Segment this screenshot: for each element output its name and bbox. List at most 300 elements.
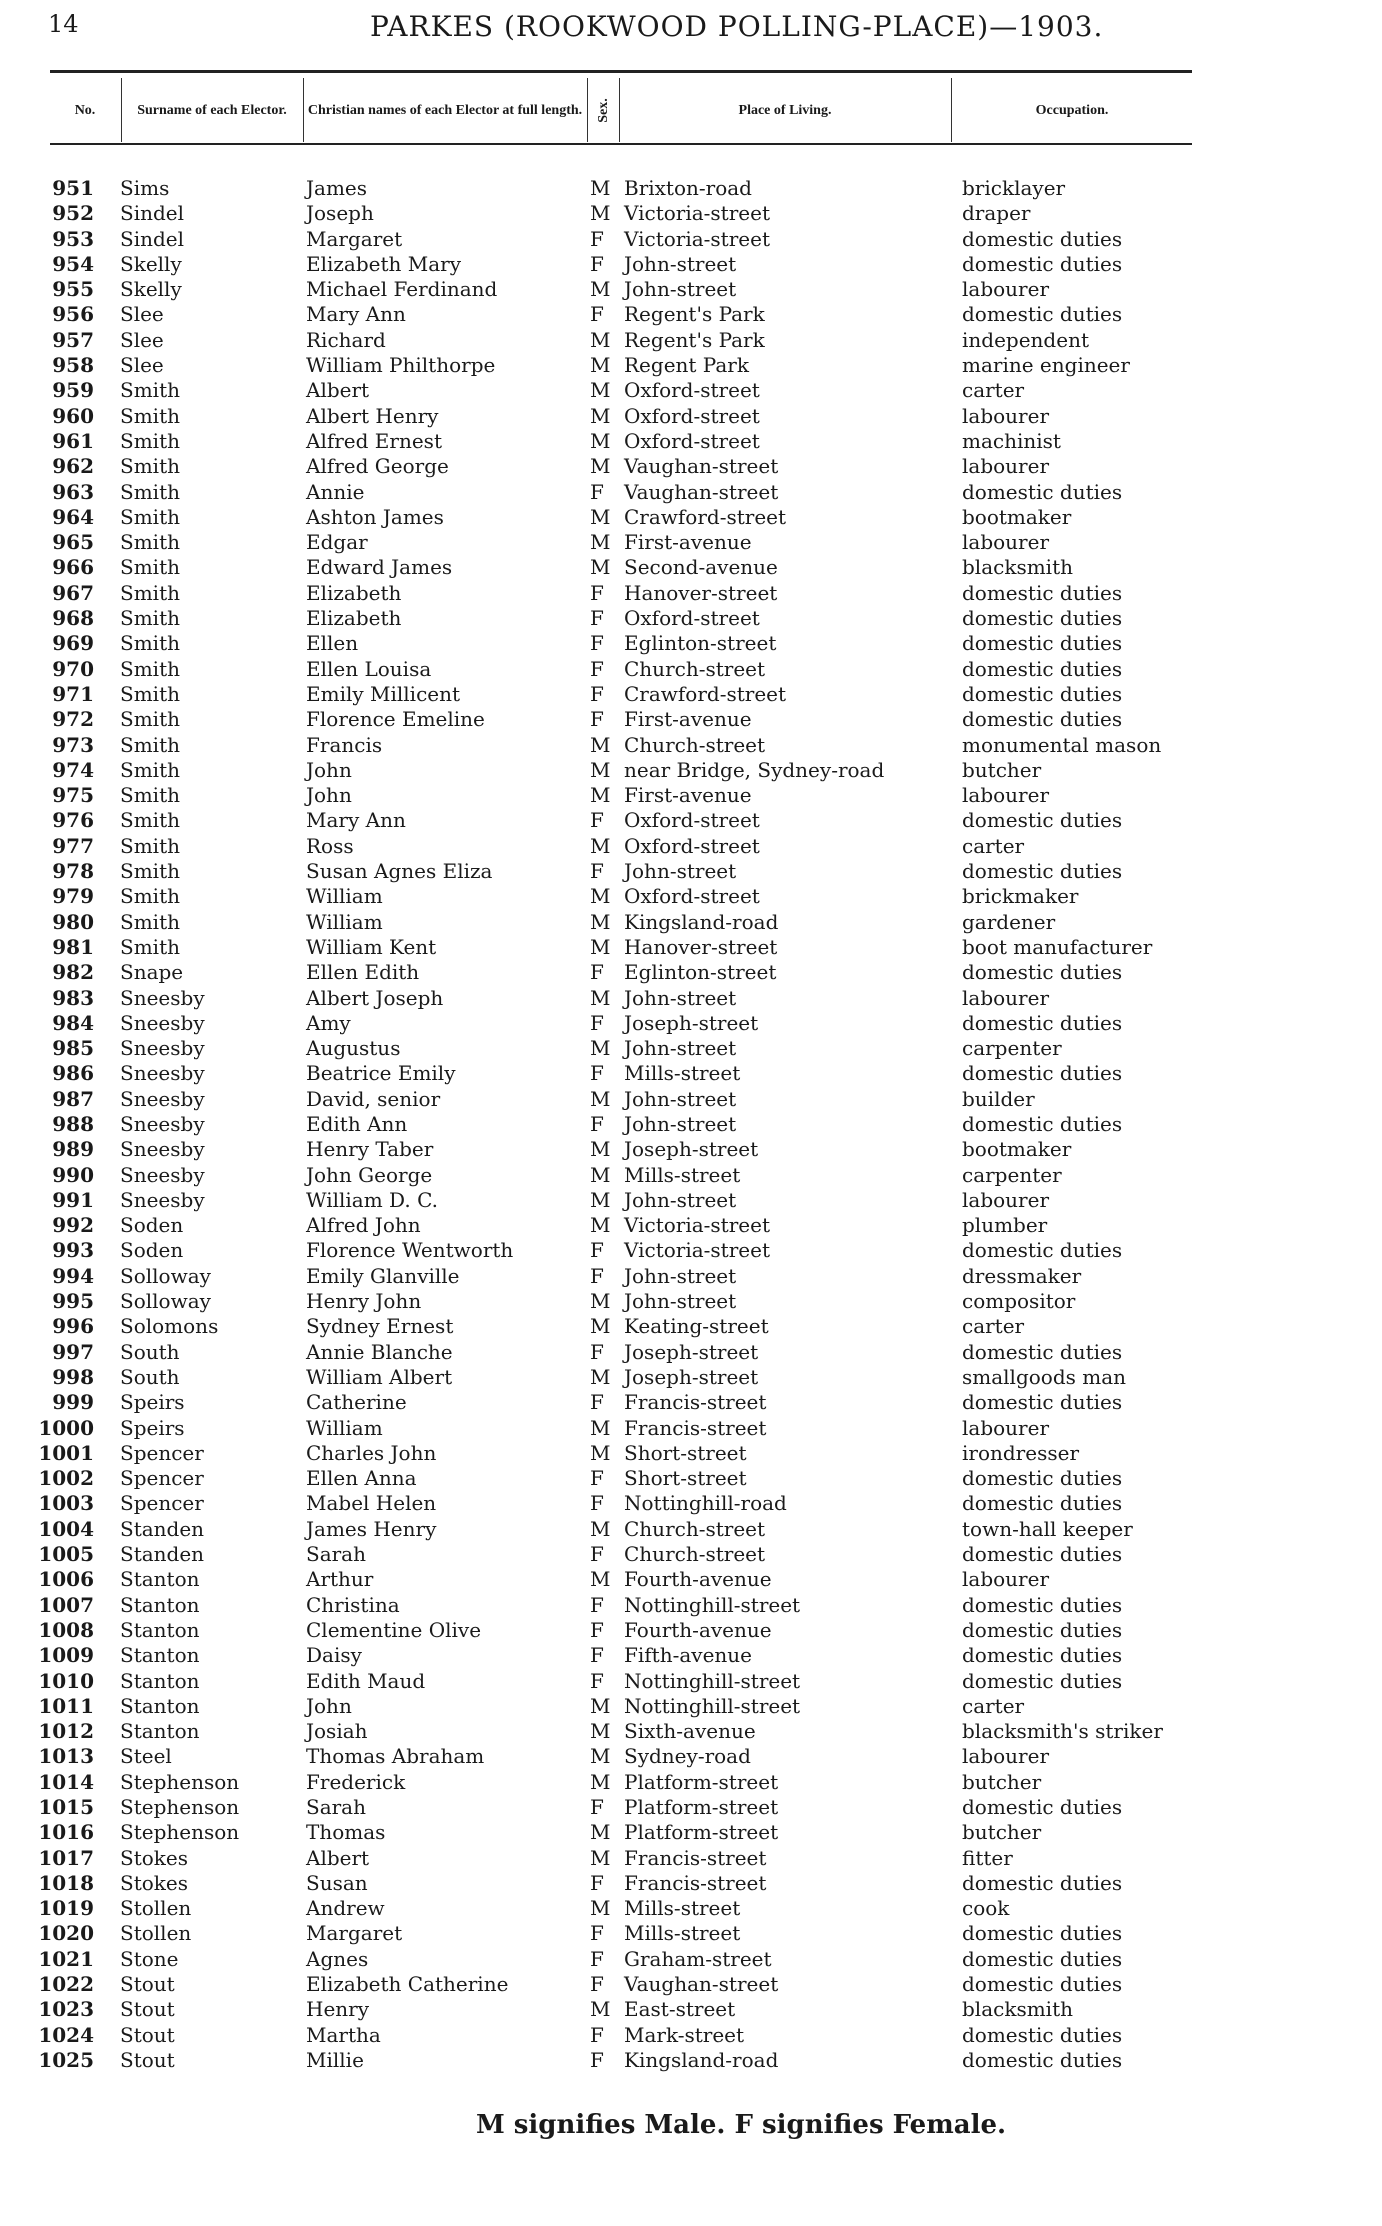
elector-christian-names: Ellen (306, 631, 359, 656)
elector-sex: F (590, 1238, 604, 1263)
elector-christian-names: Ellen Anna (306, 1466, 417, 1491)
elector-sex: F (590, 580, 604, 605)
table-row (0, 302, 1382, 327)
elector-christian-names: Andrew (306, 1896, 385, 1921)
elector-sex: F (590, 656, 604, 681)
elector-sex: M (590, 1693, 611, 1718)
elector-christian-names: William (306, 909, 383, 934)
elector-number: 977 (52, 833, 94, 858)
table-row (0, 1238, 1382, 1263)
table-row (0, 1921, 1382, 1946)
table-row (0, 884, 1382, 909)
elector-christian-names: John (306, 757, 352, 782)
elector-occupation: labourer (962, 454, 1050, 479)
elector-place: Oxford-street (624, 606, 760, 631)
elector-occupation: carter (962, 1314, 1025, 1339)
elector-occupation: labourer (962, 403, 1050, 428)
table-row (0, 606, 1382, 631)
elector-place: Victoria-street (624, 226, 770, 251)
elector-christian-names: Alfred Ernest (306, 428, 442, 453)
elector-occupation: domestic duties (962, 1390, 1123, 1415)
elector-sex: F (590, 1339, 604, 1364)
elector-number: 1005 (38, 1542, 94, 1567)
table-row (0, 758, 1382, 783)
elector-place: Short-street (624, 1466, 747, 1491)
elector-place: Joseph-street (624, 1364, 759, 1389)
elector-occupation: labourer (962, 277, 1050, 302)
elector-surname: Smith (120, 606, 180, 631)
elector-sex: F (590, 960, 604, 985)
header-place (620, 78, 950, 142)
table-row (0, 1820, 1382, 1845)
table-row (0, 1137, 1382, 1162)
elector-number: 976 (52, 808, 94, 833)
elector-number: 1016 (38, 1820, 94, 1845)
elector-sex: M (590, 884, 611, 909)
elector-surname: Solloway (120, 1263, 211, 1288)
elector-sex: M (590, 1845, 611, 1870)
elector-number: 961 (52, 428, 94, 453)
elector-occupation: bricklayer (962, 176, 1066, 200)
table-row (0, 1567, 1382, 1592)
elector-occupation: gardener (962, 909, 1056, 934)
elector-place: Hanover-street (624, 580, 778, 605)
elector-surname: Smith (120, 378, 180, 403)
elector-sex: F (590, 1542, 604, 1567)
elector-christian-names: Richard (306, 327, 386, 352)
elector-sex: M (590, 504, 611, 529)
elector-sex: M (590, 327, 611, 352)
elector-place: John-street (624, 277, 737, 302)
elector-surname: Stephenson (120, 1769, 240, 1794)
elector-surname: Smith (120, 783, 180, 808)
table-row (0, 1896, 1382, 1921)
elector-christian-names: William Albert (306, 1364, 453, 1389)
elector-occupation: bootmaker (962, 504, 1072, 529)
elector-christian-names: Augustus (306, 1036, 401, 1061)
elector-number: 995 (52, 1289, 94, 1314)
table-row (0, 1416, 1382, 1441)
elector-occupation: dressmaker (962, 1263, 1082, 1288)
elector-christian-names: Amy (306, 1010, 351, 1035)
elector-occupation: domestic duties (962, 1491, 1123, 1516)
elector-sex: F (590, 1921, 604, 1946)
elector-christian-names: Henry John (306, 1289, 422, 1314)
table-row (0, 1643, 1382, 1668)
elector-occupation: domestic duties (962, 302, 1123, 327)
table-row (0, 1694, 1382, 1719)
elector-sex: M (590, 176, 611, 200)
elector-place: Nottinghill-road (624, 1491, 787, 1516)
elector-place: Victoria-street (624, 201, 770, 226)
elector-sex: M (590, 530, 611, 555)
elector-number: 967 (52, 580, 94, 605)
elector-surname: Smith (120, 454, 180, 479)
elector-number: 968 (52, 606, 94, 631)
elector-christian-names: Alfred George (306, 454, 449, 479)
elector-occupation: domestic duties (962, 631, 1123, 656)
elector-number: 962 (52, 454, 94, 479)
elector-number: 1012 (38, 1719, 94, 1744)
elector-christian-names: Thomas (306, 1820, 386, 1845)
elector-place: Sixth-avenue (624, 1719, 756, 1744)
table-row (0, 1036, 1382, 1061)
elector-number: 990 (52, 1162, 94, 1187)
table-row (0, 1770, 1382, 1795)
elector-surname: Smith (120, 479, 180, 504)
elector-surname: Stout (120, 2047, 175, 2072)
elector-sex: F (590, 1972, 604, 1997)
elector-christian-names: Elizabeth (306, 606, 402, 631)
elector-christian-names: Elizabeth Catherine (306, 1972, 509, 1997)
elector-occupation: domestic duties (962, 1617, 1123, 1642)
elector-occupation: domestic duties (962, 707, 1123, 732)
elector-christian-names: William Kent (306, 934, 437, 959)
elector-number: 994 (52, 1263, 94, 1288)
elector-place: Francis-street (624, 1390, 767, 1415)
elector-surname: Sneesby (120, 1086, 205, 1111)
elector-number: 973 (52, 732, 94, 757)
elector-place: First-avenue (624, 530, 752, 555)
table-row (0, 859, 1382, 884)
table-row (0, 1011, 1382, 1036)
elector-christian-names: Albert (306, 1845, 370, 1870)
elector-number: 1000 (38, 1415, 94, 1440)
elector-place: Francis-street (624, 1870, 767, 1895)
elector-occupation: domestic duties (962, 681, 1123, 706)
elector-christian-names: Alfred John (306, 1213, 421, 1238)
elector-surname: Sneesby (120, 1111, 205, 1136)
elector-surname: Sneesby (120, 1187, 205, 1212)
elector-christian-names: Emily Millicent (306, 681, 461, 706)
elector-surname: Smith (120, 555, 180, 580)
table-row (0, 1213, 1382, 1238)
elector-surname: Sindel (120, 201, 185, 226)
elector-christian-names: Margaret (306, 1921, 403, 1946)
footer-legend: M signifies Male. F signifies Female. (475, 2110, 1007, 2140)
elector-number: 966 (52, 555, 94, 580)
elector-occupation: butcher (962, 1820, 1042, 1845)
table-row (0, 1441, 1382, 1466)
elector-christian-names: Margaret (306, 226, 403, 251)
elector-christian-names: Elizabeth Mary (306, 251, 462, 276)
elector-surname: Solomons (120, 1314, 219, 1339)
elector-occupation: domestic duties (962, 580, 1123, 605)
elector-sex: M (590, 353, 611, 378)
elector-place: Francis-street (624, 1845, 767, 1870)
elector-number: 978 (52, 859, 94, 884)
elector-place: Keating-street (624, 1314, 769, 1339)
elector-sex: F (590, 606, 604, 631)
header-rule (50, 143, 1192, 145)
elector-place: Mills-street (624, 1061, 741, 1086)
elector-number: 975 (52, 783, 94, 808)
table-row (0, 277, 1382, 302)
elector-christian-names: Sydney Ernest (306, 1314, 454, 1339)
elector-sex: M (590, 555, 611, 580)
elector-surname: Smith (120, 530, 180, 555)
elector-occupation: compositor (962, 1289, 1076, 1314)
elector-sex: M (590, 757, 611, 782)
elector-sex: M (590, 1213, 611, 1238)
elector-occupation: domestic duties (962, 1946, 1123, 1971)
elector-number: 955 (52, 277, 94, 302)
elector-place: Kingsland-road (624, 909, 779, 934)
elector-sex: F (590, 808, 604, 833)
elector-surname: Smith (120, 808, 180, 833)
elector-sex: F (590, 1061, 604, 1086)
elector-place: Short-street (624, 1440, 747, 1465)
elector-sex: F (590, 302, 604, 327)
elector-place: Mills-street (624, 1162, 741, 1187)
elector-sex: F (590, 1795, 604, 1819)
elector-christian-names: Martha (306, 2022, 381, 2047)
elector-place: Victoria-street (624, 1238, 770, 1263)
elector-number: 971 (52, 681, 94, 706)
table-row (0, 1517, 1382, 1542)
elector-surname: South (120, 1339, 180, 1364)
elector-christian-names: William (306, 884, 383, 909)
elector-surname: Stout (120, 1997, 175, 2022)
elector-christian-names: Clementine Olive (306, 1617, 482, 1642)
elector-place: Eglinton-street (624, 960, 777, 985)
elector-occupation: plumber (962, 1213, 1048, 1238)
elector-place: Francis-street (624, 1415, 767, 1440)
table-row (0, 657, 1382, 682)
elector-number: 958 (52, 353, 94, 378)
elector-christian-names: Arthur (306, 1567, 374, 1592)
elector-surname: Stanton (120, 1693, 200, 1718)
elector-place: Platform-street (624, 1820, 779, 1845)
elector-number: 984 (52, 1010, 94, 1035)
elector-occupation: independent (962, 327, 1089, 352)
elector-surname: Smith (120, 757, 180, 782)
elector-surname: Stollen (120, 1896, 192, 1921)
elector-christian-names: Annie (306, 479, 365, 504)
elector-number: 985 (52, 1036, 94, 1061)
elector-place: John-street (624, 1289, 737, 1314)
elector-surname: Sneesby (120, 1162, 205, 1187)
elector-sex: F (590, 2022, 604, 2047)
elector-place: near Bridge, Sydney-road (624, 757, 885, 782)
elector-sex: F (590, 1466, 604, 1491)
elector-christian-names: James (306, 176, 368, 200)
table-row (0, 530, 1382, 555)
elector-occupation: blacksmith (962, 555, 1073, 580)
table-row (0, 1744, 1382, 1769)
elector-occupation: fitter (962, 1845, 1013, 1870)
header-sex-label: Sex. (595, 97, 611, 123)
elector-surname: Soden (120, 1238, 184, 1263)
elector-surname: Stollen (120, 1921, 192, 1946)
elector-surname: Stephenson (120, 1795, 240, 1819)
elector-surname: Solloway (120, 1289, 211, 1314)
elector-number: 989 (52, 1137, 94, 1162)
header-place-label: Place of Living. (738, 102, 832, 118)
table-row (0, 1087, 1382, 1112)
elector-sex: M (590, 833, 611, 858)
elector-christian-names: Millie (306, 2047, 364, 2072)
elector-surname: Stanton (120, 1719, 200, 1744)
elector-occupation: domestic duties (962, 1061, 1123, 1086)
elector-christian-names: Daisy (306, 1643, 362, 1668)
elector-surname: Smith (120, 631, 180, 656)
table-row (0, 353, 1382, 378)
table-row (0, 1719, 1382, 1744)
table-row (0, 1795, 1382, 1820)
elector-place: Nottinghill-street (624, 1693, 801, 1718)
elector-number: 956 (52, 302, 94, 327)
elector-christian-names: Michael Ferdinand (306, 277, 498, 302)
elector-occupation: labourer (962, 1744, 1050, 1769)
elector-occupation: domestic duties (962, 1592, 1123, 1617)
elector-number: 980 (52, 909, 94, 934)
elector-occupation: carter (962, 1693, 1025, 1718)
elector-christian-names: Agnes (306, 1946, 369, 1971)
elector-place: Eglinton-street (624, 631, 777, 656)
elector-number: 1006 (38, 1567, 94, 1592)
elector-occupation: town-hall keeper (962, 1516, 1133, 1541)
elector-number: 1014 (38, 1769, 94, 1794)
elector-number: 986 (52, 1061, 94, 1086)
elector-place: Oxford-street (624, 403, 760, 428)
elector-surname: Spencer (120, 1466, 204, 1491)
table-row (0, 783, 1382, 808)
elector-number: 1021 (38, 1946, 94, 1971)
elector-surname: Stone (120, 1946, 179, 1971)
table-row (0, 986, 1382, 1011)
elector-christian-names: Ross (306, 833, 354, 858)
elector-sex: M (590, 428, 611, 453)
elector-number: 999 (52, 1390, 94, 1415)
elector-occupation: domestic duties (962, 606, 1123, 631)
elector-occupation: labourer (962, 783, 1050, 808)
elector-sex: F (590, 251, 604, 276)
elector-place: First-avenue (624, 783, 752, 808)
elector-place: Oxford-street (624, 428, 760, 453)
elector-christian-names: Mary Ann (306, 302, 406, 327)
elector-christian-names: Florence Wentworth (306, 1238, 514, 1263)
elector-place: Crawford-street (624, 681, 787, 706)
elector-sex: M (590, 201, 611, 226)
elector-christian-names: Albert (306, 378, 370, 403)
elector-christian-names: Ellen Louisa (306, 656, 432, 681)
table-row (0, 429, 1382, 454)
elector-surname: Speirs (120, 1390, 185, 1415)
elector-surname: Smith (120, 859, 180, 884)
elector-occupation: irondresser (962, 1440, 1080, 1465)
elector-christian-names: Edgar (306, 530, 368, 555)
elector-place: Fourth-avenue (624, 1617, 772, 1642)
elector-number: 1015 (38, 1795, 94, 1819)
elector-surname: Smith (120, 833, 180, 858)
elector-occupation: butcher (962, 1769, 1042, 1794)
elector-occupation: labourer (962, 1567, 1050, 1592)
elector-occupation: boot manufacturer (962, 934, 1153, 959)
elector-sex: M (590, 909, 611, 934)
elector-number: 1025 (38, 2047, 94, 2072)
page-title: PARKES (ROOKWOOD POLLING-PLACE)—1903. (370, 10, 1104, 43)
elector-surname: Stephenson (120, 1820, 240, 1845)
elector-sex: F (590, 1946, 604, 1971)
elector-christian-names: Albert Joseph (306, 985, 444, 1010)
elector-number: 1001 (38, 1440, 94, 1465)
elector-number: 983 (52, 985, 94, 1010)
elector-occupation: butcher (962, 757, 1042, 782)
elector-surname: Steel (120, 1744, 172, 1769)
table-row (0, 834, 1382, 859)
elector-place: Oxford-street (624, 808, 760, 833)
elector-place: Kingsland-road (624, 2047, 779, 2072)
elector-number: 1002 (38, 1466, 94, 1491)
elector-sex: M (590, 783, 611, 808)
table-row (0, 505, 1382, 530)
elector-surname: Smith (120, 934, 180, 959)
elector-surname: Standen (120, 1542, 205, 1567)
elector-surname: Smith (120, 707, 180, 732)
elector-number: 981 (52, 934, 94, 959)
elector-sex: F (590, 2047, 604, 2072)
elector-surname: Smith (120, 428, 180, 453)
elector-surname: Smith (120, 909, 180, 934)
elector-occupation: domestic duties (962, 1870, 1123, 1895)
elector-christian-names: William (306, 1415, 383, 1440)
elector-surname: Skelly (120, 251, 182, 276)
table-row (0, 1061, 1382, 1086)
elector-sex: F (590, 1643, 604, 1668)
elector-sex: M (590, 1364, 611, 1389)
elector-surname: Snape (120, 960, 184, 985)
elector-place: Regent Park (624, 353, 749, 378)
elector-christian-names: Francis (306, 732, 383, 757)
elector-surname: Skelly (120, 277, 182, 302)
elector-number: 997 (52, 1339, 94, 1364)
elector-place: Mills-street (624, 1921, 741, 1946)
elector-sex: M (590, 403, 611, 428)
elector-number: 1007 (38, 1592, 94, 1617)
table-row (0, 227, 1382, 252)
elector-place: Joseph-street (624, 1339, 759, 1364)
elector-christian-names: Florence Emeline (306, 707, 485, 732)
elector-number: 954 (52, 251, 94, 276)
elector-christian-names: Susan (306, 1870, 368, 1895)
elector-place: Regent's Park (624, 302, 765, 327)
elector-sex: F (590, 1263, 604, 1288)
elector-place: John-street (624, 1263, 737, 1288)
elector-number: 1011 (38, 1693, 94, 1718)
elector-number: 964 (52, 504, 94, 529)
elector-occupation: domestic duties (962, 479, 1123, 504)
elector-occupation: domestic duties (962, 1921, 1123, 1946)
table-row (0, 1188, 1382, 1213)
elector-occupation: smallgoods man (962, 1364, 1127, 1389)
elector-number: 1008 (38, 1617, 94, 1642)
elector-christian-names: David, senior (306, 1086, 441, 1111)
elector-sex: M (590, 1744, 611, 1769)
elector-number: 1009 (38, 1643, 94, 1668)
elector-place: Church-street (624, 1542, 766, 1567)
elector-occupation: domestic duties (962, 859, 1123, 884)
elector-sex: F (590, 226, 604, 251)
elector-christian-names: John (306, 783, 352, 808)
elector-place: John-street (624, 985, 737, 1010)
elector-surname: Standen (120, 1516, 205, 1541)
elector-place: Regent's Park (624, 327, 765, 352)
elector-surname: Soden (120, 1213, 184, 1238)
elector-sex: F (590, 707, 604, 732)
table-row (0, 1365, 1382, 1390)
elector-occupation: blacksmith (962, 1997, 1073, 2022)
